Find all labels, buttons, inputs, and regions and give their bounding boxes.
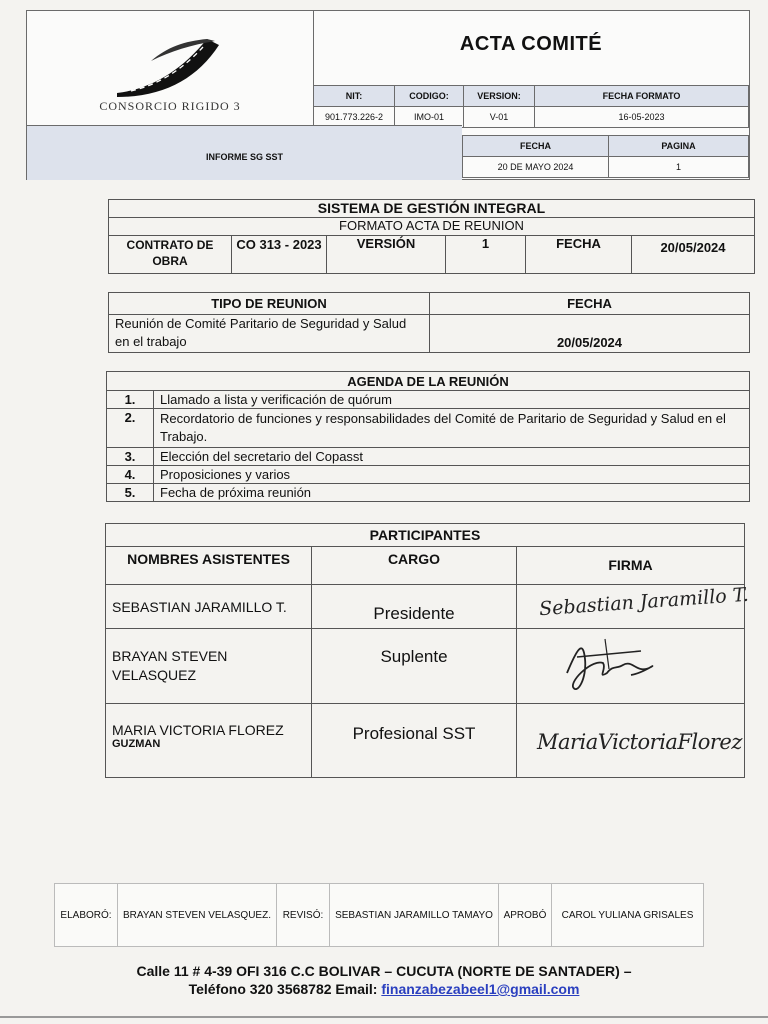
agenda-item-text: Proposiciones y varios bbox=[154, 466, 750, 484]
participant-cargo: Profesional SST bbox=[312, 704, 517, 778]
agenda-item-text: Elección del secretario del Copasst bbox=[154, 448, 750, 466]
fecha-value: 20 DE MAYO 2024 bbox=[463, 157, 609, 178]
agenda-item bbox=[107, 448, 750, 466]
signature-maria: MariaVictoriaFlorez bbox=[537, 730, 742, 754]
bottom-divider bbox=[0, 1016, 768, 1018]
email-link[interactable]: finanzabezabeel1@gmail.com bbox=[381, 981, 580, 997]
document-header bbox=[26, 10, 750, 180]
agenda-item-number: 4. bbox=[107, 466, 154, 484]
col-nombres-header: NOMBRES ASISTENTES bbox=[106, 547, 312, 585]
company-name: CONSORCIO RIGIDO 3 bbox=[99, 99, 241, 113]
participant-signature bbox=[517, 583, 750, 629]
contact-address bbox=[0, 962, 768, 998]
agenda-item-number: 5. bbox=[107, 484, 154, 502]
phone-text: Teléfono 320 3568782 Email: bbox=[188, 981, 382, 997]
col-firma-header: FIRMA bbox=[517, 547, 745, 585]
format-info-table bbox=[313, 85, 749, 128]
participant-cargo: Suplente bbox=[312, 629, 517, 704]
sgi-version-value: 1 bbox=[446, 236, 526, 274]
codigo-value: IMO-01 bbox=[395, 107, 464, 128]
participant-name bbox=[106, 629, 312, 704]
nit-value: 901.773.226-2 bbox=[314, 107, 395, 128]
participant-row bbox=[106, 704, 745, 778]
participant-name-line1: SEBASTIAN JARAMILLO T. bbox=[112, 598, 287, 615]
agenda-item bbox=[107, 409, 750, 448]
participant-name-line2: GUZMAN bbox=[112, 738, 161, 750]
signature-brayan bbox=[547, 629, 667, 703]
col-cargo-header: CARGO bbox=[312, 547, 517, 585]
contrato-label: CONTRATO DE OBRA bbox=[109, 236, 232, 274]
agenda-item-number: 1. bbox=[107, 391, 154, 409]
fecha-label: FECHA bbox=[463, 136, 609, 157]
aprobo-label: APROBÓ bbox=[499, 884, 552, 947]
elaboro-value: BRAYAN STEVEN VELASQUEZ. bbox=[118, 884, 277, 947]
meeting-type-table bbox=[108, 292, 750, 353]
participant-signature bbox=[517, 704, 745, 778]
participant-name-line1: MARIA VICTORIA FLOREZ bbox=[112, 722, 284, 738]
sgi-fecha-label: FECHA bbox=[526, 236, 632, 274]
codigo-label: CODIGO: bbox=[395, 86, 464, 107]
tipo-label: TIPO DE REUNION bbox=[109, 293, 430, 315]
meeting-fecha-value: 20/05/2024 bbox=[430, 315, 750, 353]
contact-line bbox=[0, 980, 768, 998]
address-line: Calle 11 # 4-39 OFI 316 C.C BOLIVAR – CUCUTA (NORTE DE SANTADER) – bbox=[136, 963, 632, 979]
road-curve-logo-icon bbox=[111, 31, 221, 101]
agenda-item bbox=[107, 484, 750, 502]
approval-table bbox=[54, 883, 704, 947]
agenda-item-number: 3. bbox=[107, 448, 154, 466]
fecha-formato-label: FECHA FORMATO bbox=[535, 86, 749, 107]
reviso-label: REVISÓ: bbox=[277, 884, 330, 947]
participant-name-line2: VELASQUEZ bbox=[112, 667, 197, 683]
agenda-item-text: Llamado a lista y verificación de quórum bbox=[154, 391, 750, 409]
reviso-value: SEBASTIAN JARAMILLO TAMAYO bbox=[330, 884, 499, 947]
pagina-value: 1 bbox=[609, 157, 749, 178]
contrato-value: CO 313 - 2023 bbox=[232, 236, 327, 274]
document-title: ACTA COMITÉ bbox=[459, 33, 603, 55]
participant-signature bbox=[517, 629, 745, 704]
sgi-fecha-value: 20/05/2024 bbox=[632, 236, 755, 274]
agenda-item-number: 2. bbox=[107, 409, 154, 448]
pagina-label: PAGINA bbox=[609, 136, 749, 157]
sgi-version-label: VERSIÓN bbox=[327, 236, 446, 274]
sgi-subtitle: FORMATO ACTA DE REUNION bbox=[109, 218, 755, 236]
meeting-fecha-label: FECHA bbox=[430, 293, 750, 315]
agenda-title: AGENDA DE LA REUNIÓN bbox=[107, 372, 750, 391]
participant-name bbox=[106, 585, 312, 629]
participant-name bbox=[106, 704, 312, 778]
participants-title: PARTICIPANTES bbox=[106, 524, 745, 547]
participant-row bbox=[106, 585, 745, 629]
sgi-table bbox=[108, 199, 755, 274]
agenda-item bbox=[107, 391, 750, 409]
aprobo-value: CAROL YULIANA GRISALES bbox=[552, 884, 704, 947]
elaboro-label: ELABORÓ: bbox=[55, 884, 118, 947]
sgi-title: SISTEMA DE GESTIÓN INTEGRAL bbox=[109, 200, 755, 218]
agenda-item bbox=[107, 466, 750, 484]
participant-cargo: Presidente bbox=[312, 585, 517, 629]
participants-table bbox=[105, 523, 750, 778]
signature-sebastian: Sebastian Jaramillo T. bbox=[538, 583, 750, 621]
version-label: VERSION: bbox=[464, 86, 535, 107]
tipo-value: Reunión de Comité Paritario de Seguridad y Salud en el trabajo bbox=[109, 315, 430, 353]
informe-band bbox=[27, 125, 462, 180]
agenda-item-text: Fecha de próxima reunión bbox=[154, 484, 750, 502]
agenda-item-text: Recordatorio de funciones y responsabilidades del Comité de Paritario de Seguridad y Salud en el Trabajo. bbox=[154, 409, 750, 448]
participant-name-line1: BRAYAN STEVEN bbox=[112, 648, 228, 664]
agenda-table bbox=[106, 371, 750, 502]
fecha-formato-value: 16-05-2023 bbox=[535, 107, 749, 128]
logo-cell bbox=[27, 11, 314, 125]
nit-label: NIT: bbox=[314, 86, 395, 107]
date-page-table bbox=[462, 135, 749, 178]
version-value: V-01 bbox=[464, 107, 535, 128]
informe-label: INFORME SG SST bbox=[205, 152, 283, 162]
participant-row bbox=[106, 629, 745, 704]
